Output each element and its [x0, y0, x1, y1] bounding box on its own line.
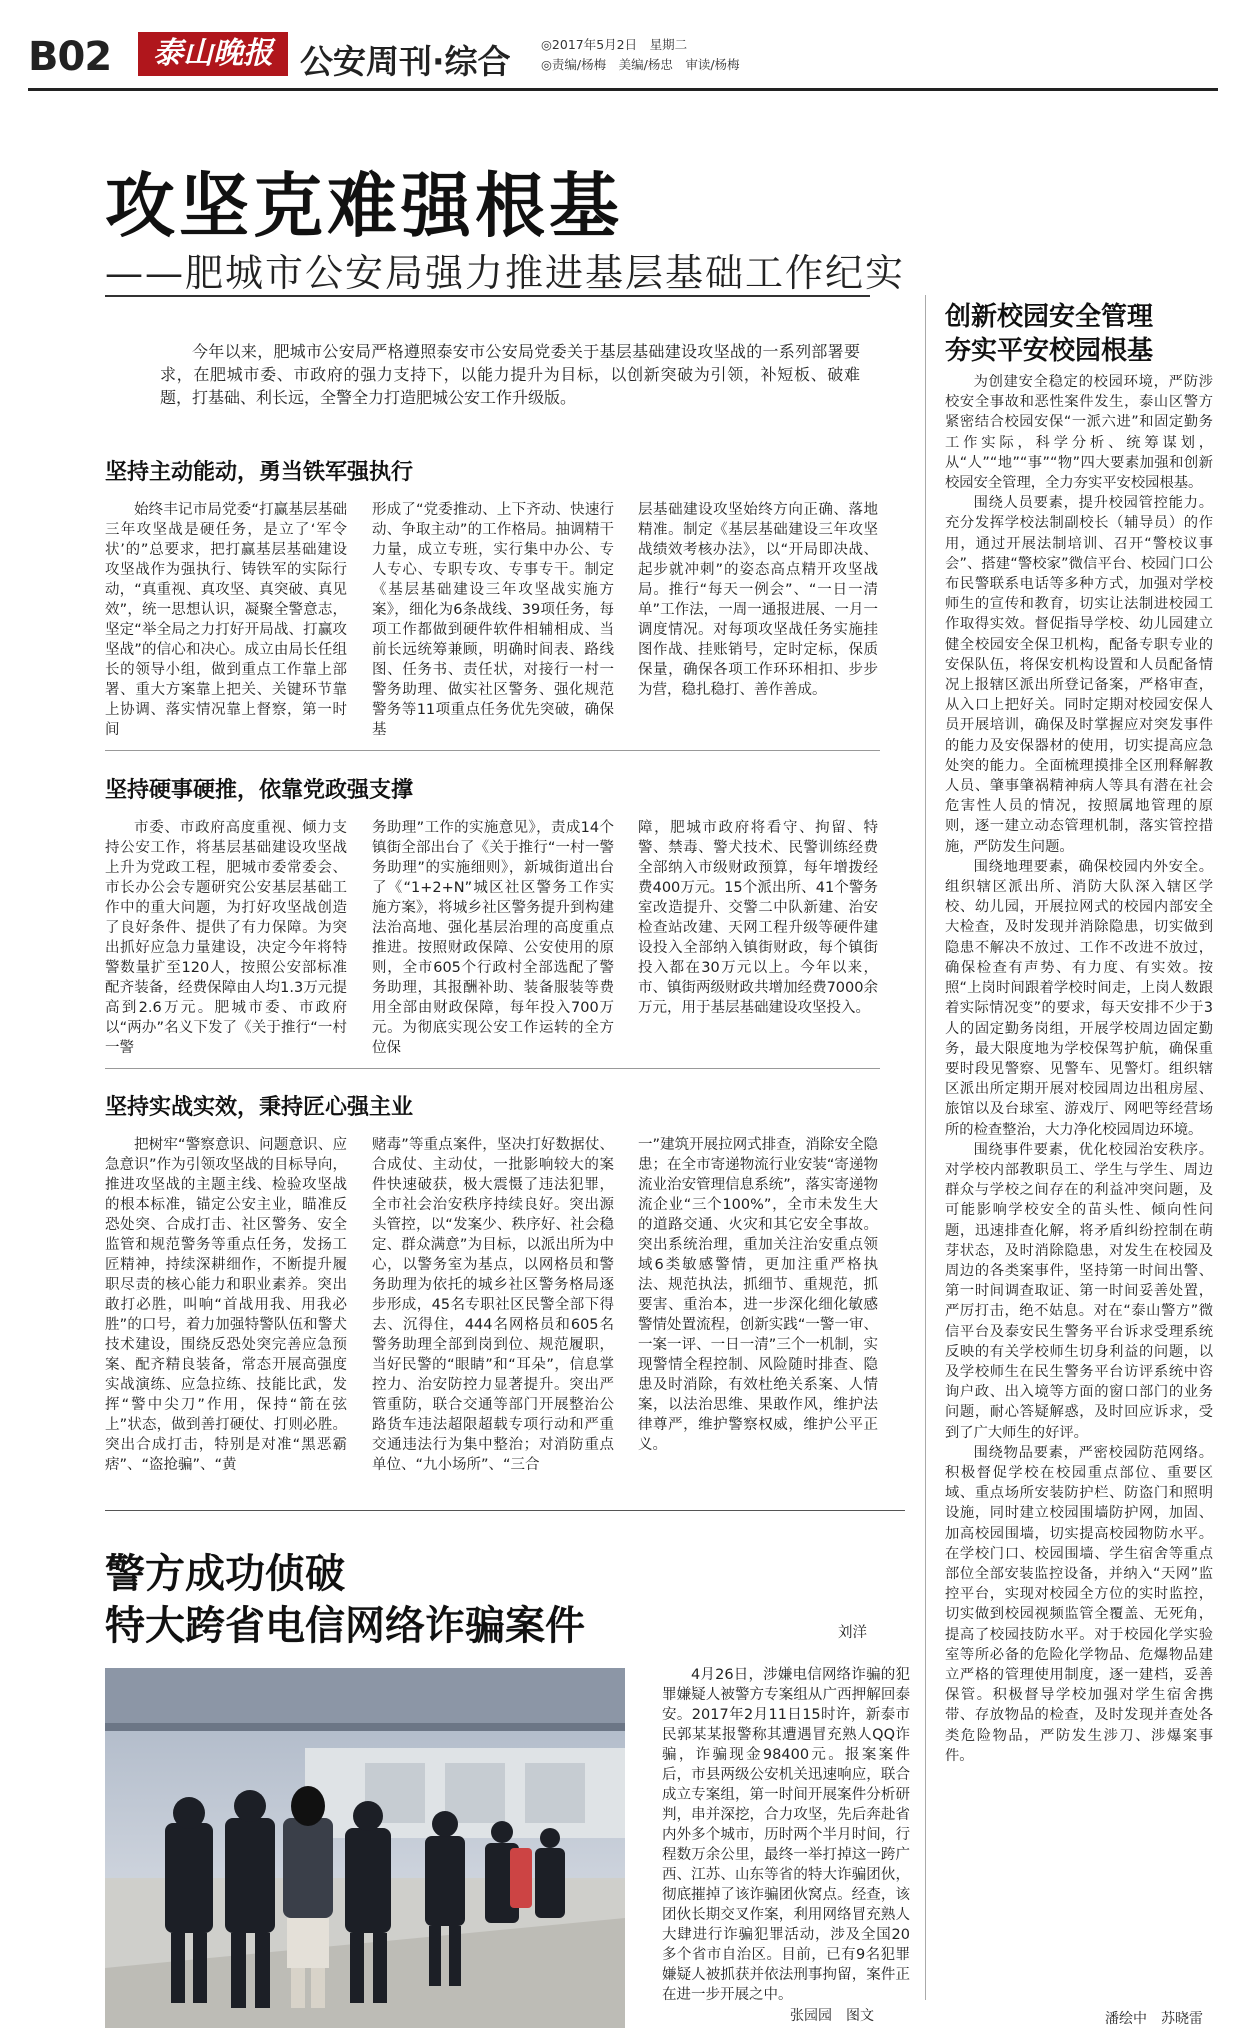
article-column: 务助理”工作的实施意见》，责成14个镇街全部出台了《关于推行“一村一警务助理”的实施细则》，新城街道出台了《“1+2+N”城区社区警务工作实施方案》，将城乡社区警务提升到构建法治高地、强化基层治理的高度重点推进。按照财政保障、公安使用的原则，全市605个行政村全部选配了警务助理，其报酬补助、装备服装等费用全部由财政保障，每年投入700万元。为彻底实现公安工作运转的全方位保	[372, 820, 614, 1056]
paragraph: 围绕事件要素，优化校园治安秩序。对学校内部教职员工、学生与学生、周边群众与学校之间存在的利益冲突问题，及可能影响学校安全的苗头性、倾向性问题，迅速排查化解，将矛盾纠纷控制在萌芽状态，及时消除隐患，对发生在校园及周边的各类案事件，坚持第一时间出警、第一时间调查取证、第一时间妥善处置，严厉打击，绝不姑息。对在“泰山警方”微信平台及泰安民生警务平台诉求受理系统反映的有关学校师生切身利益的问题，以及学校师生在民生警务平台访评系统中咨询户政、出入境等方面的窗口部门的业务问题，耐心答疑解惑，及时回应诉求，受到了广大师生的好评。	[945, 1141, 1213, 1441]
article-headline	[105, 1548, 585, 1652]
issue-date: ◎2017年5月2日 星期二	[541, 37, 688, 52]
sidebar-article-body	[945, 372, 1213, 1766]
article-column: 始终丰记市局党委“打赢基层基础三年攻坚战是硬任务，是立了‘军令状’的”总要求，把打赢基层基础建设攻坚战作为强执行、铸铁军的实际行动，“真重视、真攻坚、真突破、真见效”，统一思想认识，凝聚全警意志，坚定“举全局之力打好开局战、打赢攻坚战”的信心和决心。成立由局长任组长的领导小组，做到重点工作靠上部署、重大方案靠上把关、关键环节靠上协调、落实情况靠上督察，第一时间	[105, 502, 347, 738]
page-header	[28, 30, 1218, 91]
headline-line: 夯实平安校园根基	[945, 336, 1154, 366]
police-escort-photo	[105, 1668, 625, 2028]
editor-credits: ◎责编/杨梅 美编/杨忠 审读/杨梅	[541, 57, 740, 72]
news-photo	[105, 1668, 625, 2028]
section-divider	[105, 750, 880, 751]
headline-line: 特大跨省电信网络诈骗案件	[105, 1603, 585, 1649]
sidebar-headline	[945, 300, 1215, 368]
article-subheadline: ——肥城市公安局强力推进基层基础工作纪实	[105, 251, 906, 295]
headline-line: 警方成功侦破	[105, 1551, 345, 1597]
article-column: 一”建筑开展拉网式排查，消除安全隐患；在全市寄递物流行业安装“寄递物流业治安管理信息系统”，落实寄递物流企业“三个100%”，全市未发生大的道路交通、火灾和其它安全事故。突出系统治理，重加关注治安重点领域6类敏感警情，更加注重严格执法、规范执法，抓细节、重规范，抓要害、重治本，进一步深化细化敏感警情处置流程，创新实践“一警一审、一案一评、一日一清”三个一机制，实现警情全程控制、风险随时排查、隐患及时消除，有效杜绝关系案、人情案，以法治思维、果敢作风，维护法律尊严，维护警察权威，维护公平正义。	[638, 1137, 878, 1453]
paragraph: 围绕人员要素，提升校园管控能力。充分发挥学校法制副校长（辅导员）的作用，通过开展法制培训、召开“警校议事会”、搭建“警校家”微信平台、校园门口公布民警联系电话等多种方式，加强对学校师生的宣传和教育，切实让法制进校园工作取得实效。督促指导学校、幼儿园建立健全校园安全保卫机构，配备专职专业的安保队伍，将保安机构设置和人员配备情况上报辖区派出所登记备案，严格审查，从入口上把好关。同时定期对校园安保人员开展培训，确保及时掌握应对突发事件的能力及安保器材的使用，切实提高应急处突的能力。全面梳理摸排全区刑释解教人员、肇事肇祸精神病人等具有潜在社会危害性人员的情况，按照属地管理的原则，逐一建立动态管理机制，落实管控措施，严防发生问题。	[945, 495, 1213, 855]
article-divider	[105, 1510, 905, 1511]
section-heading: 坚持硬事硬推，依靠党政强支撑	[105, 778, 414, 803]
section-title: 公安周刊·综合	[300, 42, 511, 81]
headline-divider	[105, 295, 870, 297]
headline-line: 创新校园安全管理	[945, 302, 1154, 332]
article-column: 市委、市政府高度重视、倾力支持公安工作，将基层基础建设攻坚战上升为党政工程，肥城市委常委会、市长办公会专题研究公安基层基础工作中的重大问题，为打好攻坚战创造了良好条件、提供了有力保障。为突出抓好应急力量建设，决定今年将特警数量扩至120人，按照公安部标准配齐装备，经费保障由人均1.3万元提高到2.6万元。肥城市委、市政府以“两办”名义下发了《关于推行“一村一警	[105, 820, 347, 1056]
section-heading: 坚持实战实效，秉持匠心强主业	[105, 1095, 414, 1120]
page-number: B02	[28, 34, 112, 80]
paragraph: 围绕物品要素，严密校园防范网络。积极督促学校在校园重点部位、重要区域、重点场所安装防护栏、防盗门和照明设施，同时建立校园围墙防护网，加固、加高校园围墙，切实提高校园物防水平。在学校门口、校园围墙、学生宿舍等重点部位全部安装监控设备，并纳入“天网”监控平台，实现对校园全方位的实时监控，切实做到校园视频监管全覆盖、无死角，提高了校园技防水平。对于校园化学实验室等所必备的危险化学物品、危爆物品建立严格的管理使用制度，逐一建档，妥善保管。积极督导学校加强对学生宿舍携带、存放物品的检查，及时发现并查处各类危险物品，严防发生涉刀、涉爆案事件。	[945, 1444, 1213, 1764]
article-column: 把树牢“警察意识、问题意识、应急意识”作为引领攻坚战的目标导向，推进攻坚战的主题主线、检验攻坚战的根本标准，锚定公安主业，瞄准反恐处突、合成打击、社区警务、安全监管和规范警务等重点任务，发扬工匠精神，持续深耕细作，不断提升履职尽责的核心能力和职业素养。突出敢打必胜，叫响“首战用我、用我必胜”的口号，着力加强特警队伍和警犬技术建设，围绕反恐处突完善应急预案、配齐精良装备，常态开展高强度实战演练、应急拉练、技能比武，发挥“警中尖刀”作用，保持“箭在弦上”状态，做到善打硬仗、打则必胜。突出合成打击，特别是对准“黑恶霸痞”、“盗抢骗”、“黄	[105, 1137, 347, 1473]
column-divider	[925, 295, 926, 2000]
article-lead: 今年以来，肥城市公安局严格遵照泰安市公安局党委关于基层基础建设攻坚战的一系列部署要求，在肥城市委、市政府的强力支持下，以能力提升为目标，以创新突破为引领，补短板、破难题，打基础、利长远，全警全力打造肥城公安工作升级版。	[160, 342, 860, 407]
article-byline: 刘洋	[838, 1625, 867, 1641]
section-heading: 坚持主动能动，勇当铁军强执行	[105, 460, 414, 485]
article-byline: 潘绘中 苏晓雷	[1105, 2011, 1203, 2027]
article-body: 4月26日，涉嫌电信网络诈骗的犯罪嫌疑人被警方专案组从广西押解回泰安。2017年2月11日15时许，新泰市民郭某某报警称其遭遇冒充熟人QQ诈骗，诈骗现金98400元。报案案件后，市县两级公安机关迅速响应，联合成立专案组，第一时间开展案件分析研判，串并深挖，合力攻坚，先后奔赴省内外多个城市，历时两个半月时间，行程数万余公里，最终一举打掉这一跨广西、江苏、山东等省的特大诈骗团伙，彻底摧掉了该诈骗团伙窝点。经查，该团伙长期交叉作案，利用网络冒充熟人大肆进行诈骗犯罪活动，涉及全国20多个省市自治区。目前，已有9名犯罪嫌疑人被抓获并依法刑事拘留，案件正在进一步开展之中。	[662, 1667, 910, 2003]
article-headline: 攻坚克难强根基	[105, 164, 623, 247]
article-column: 形成了“党委推动、上下齐动、快速行动、争取主动”的工作格局。抽调精干力量，成立专班，实行集中办公、专人专心、专职专攻、专事专干。制定《基层基础建设三年攻坚战实施方案》，细化为6条战线、39项任务，每项工作都做到硬件软件相辅相成、当前长远统筹兼顾，明确时间表、路线图、任务书、责任状，对接行一村一警务助理、做实社区警务、强化规范警务等11项重点任务优先突破，确保基	[372, 502, 614, 738]
newspaper-logo: 泰山晚报	[138, 32, 288, 76]
article-column: 层基础建设攻坚始终方向正确、落地精准。制定《基层基础建设三年攻坚战绩效考核办法》，以“开局即决战、起步就冲刺”的姿态高点精开攻坚战局。推行“每天一例会”、“一日一清单”工作法，一周一通报进展、一月一调度情况。对每项攻坚战任务实施挂图作战、挂账销号，定时定标，保质保量，确保各项工作环环相扣、步步为营，稳扎稳打、善作善成。	[638, 502, 878, 698]
article-byline: 张园园 图文	[790, 2008, 874, 2024]
section-divider	[105, 1068, 880, 1069]
paragraph: 为创建安全稳定的校园环境，严防涉校安全事故和恶性案件发生，泰山区警方紧密结合校园安保“一派六进”和固定勤务工作实际，科学分析、统筹谋划，从“人”“地”“事”“物”四大要素加强和创新校园安全管理，全力夯实平安校园根基。	[945, 374, 1213, 492]
article-column: 障，肥城市政府将看守、拘留、特警、禁毒、警犬技术、民警训练经费全部纳入市级财政预算，每年增拨经费400万元。15个派出所、41个警务室改造提升、交警二中队新建、治安检查站改建、天网工程升级等硬件建设投入全部纳入镇街财政，每个镇街投入都在30万元以上。今年以来，市、镇街两级财政共增加经费7000余万元，用于基层基础建设攻坚投入。	[638, 820, 878, 1016]
article-column: 赌毒”等重点案件，坚决打好数据仗、合成仗、主动仗，一批影响较大的案件快速破获，极大震慑了违法犯罪，全市社会治安秩序持续良好。突出源头管控，以“发案少、秩序好、社会稳定、群众满意”为目标，以派出所为中心，以警务室为基点，以网格员和警务助理为依托的城乡社区警务格局逐步形成，45名专职社区民警全部下得去、沉得住，444名网格员和605名警务助理全部到岗到位、规范履职，当好民警的“眼睛”和“耳朵”，信息掌控力、治安防控力显著提升。突出严管重防，联合交通等部门开展整治公路货车违法超限超载专项行动和严重交通违法行为集中整治；对消防重点单位、“九小场所”、“三合	[372, 1137, 614, 1473]
paragraph: 围绕地理要素，确保校园内外安全。组织辖区派出所、消防大队深入辖区学校、幼儿园，开展拉网式的校园内部安全大检查，及时发现并消除隐患，切实做到隐患不解决不放过、工作不改进不放过，确保检查有声势、有力度、有实效。按照“上岗时间跟着学校时间走，上岗人数跟着实际情况变”的要求，每天安排不少于3人的固定勤务岗组，开展学校周边固定勤务，最大限度地为学校保驾护航，确保重要时段见警察、见警车、见警灯。组织辖区派出所定期开展对校园周边出租房屋、旅馆以及台球室、游戏厅、网吧等经营场所的检查整治，大力净化校园周边环境。	[945, 858, 1213, 1138]
